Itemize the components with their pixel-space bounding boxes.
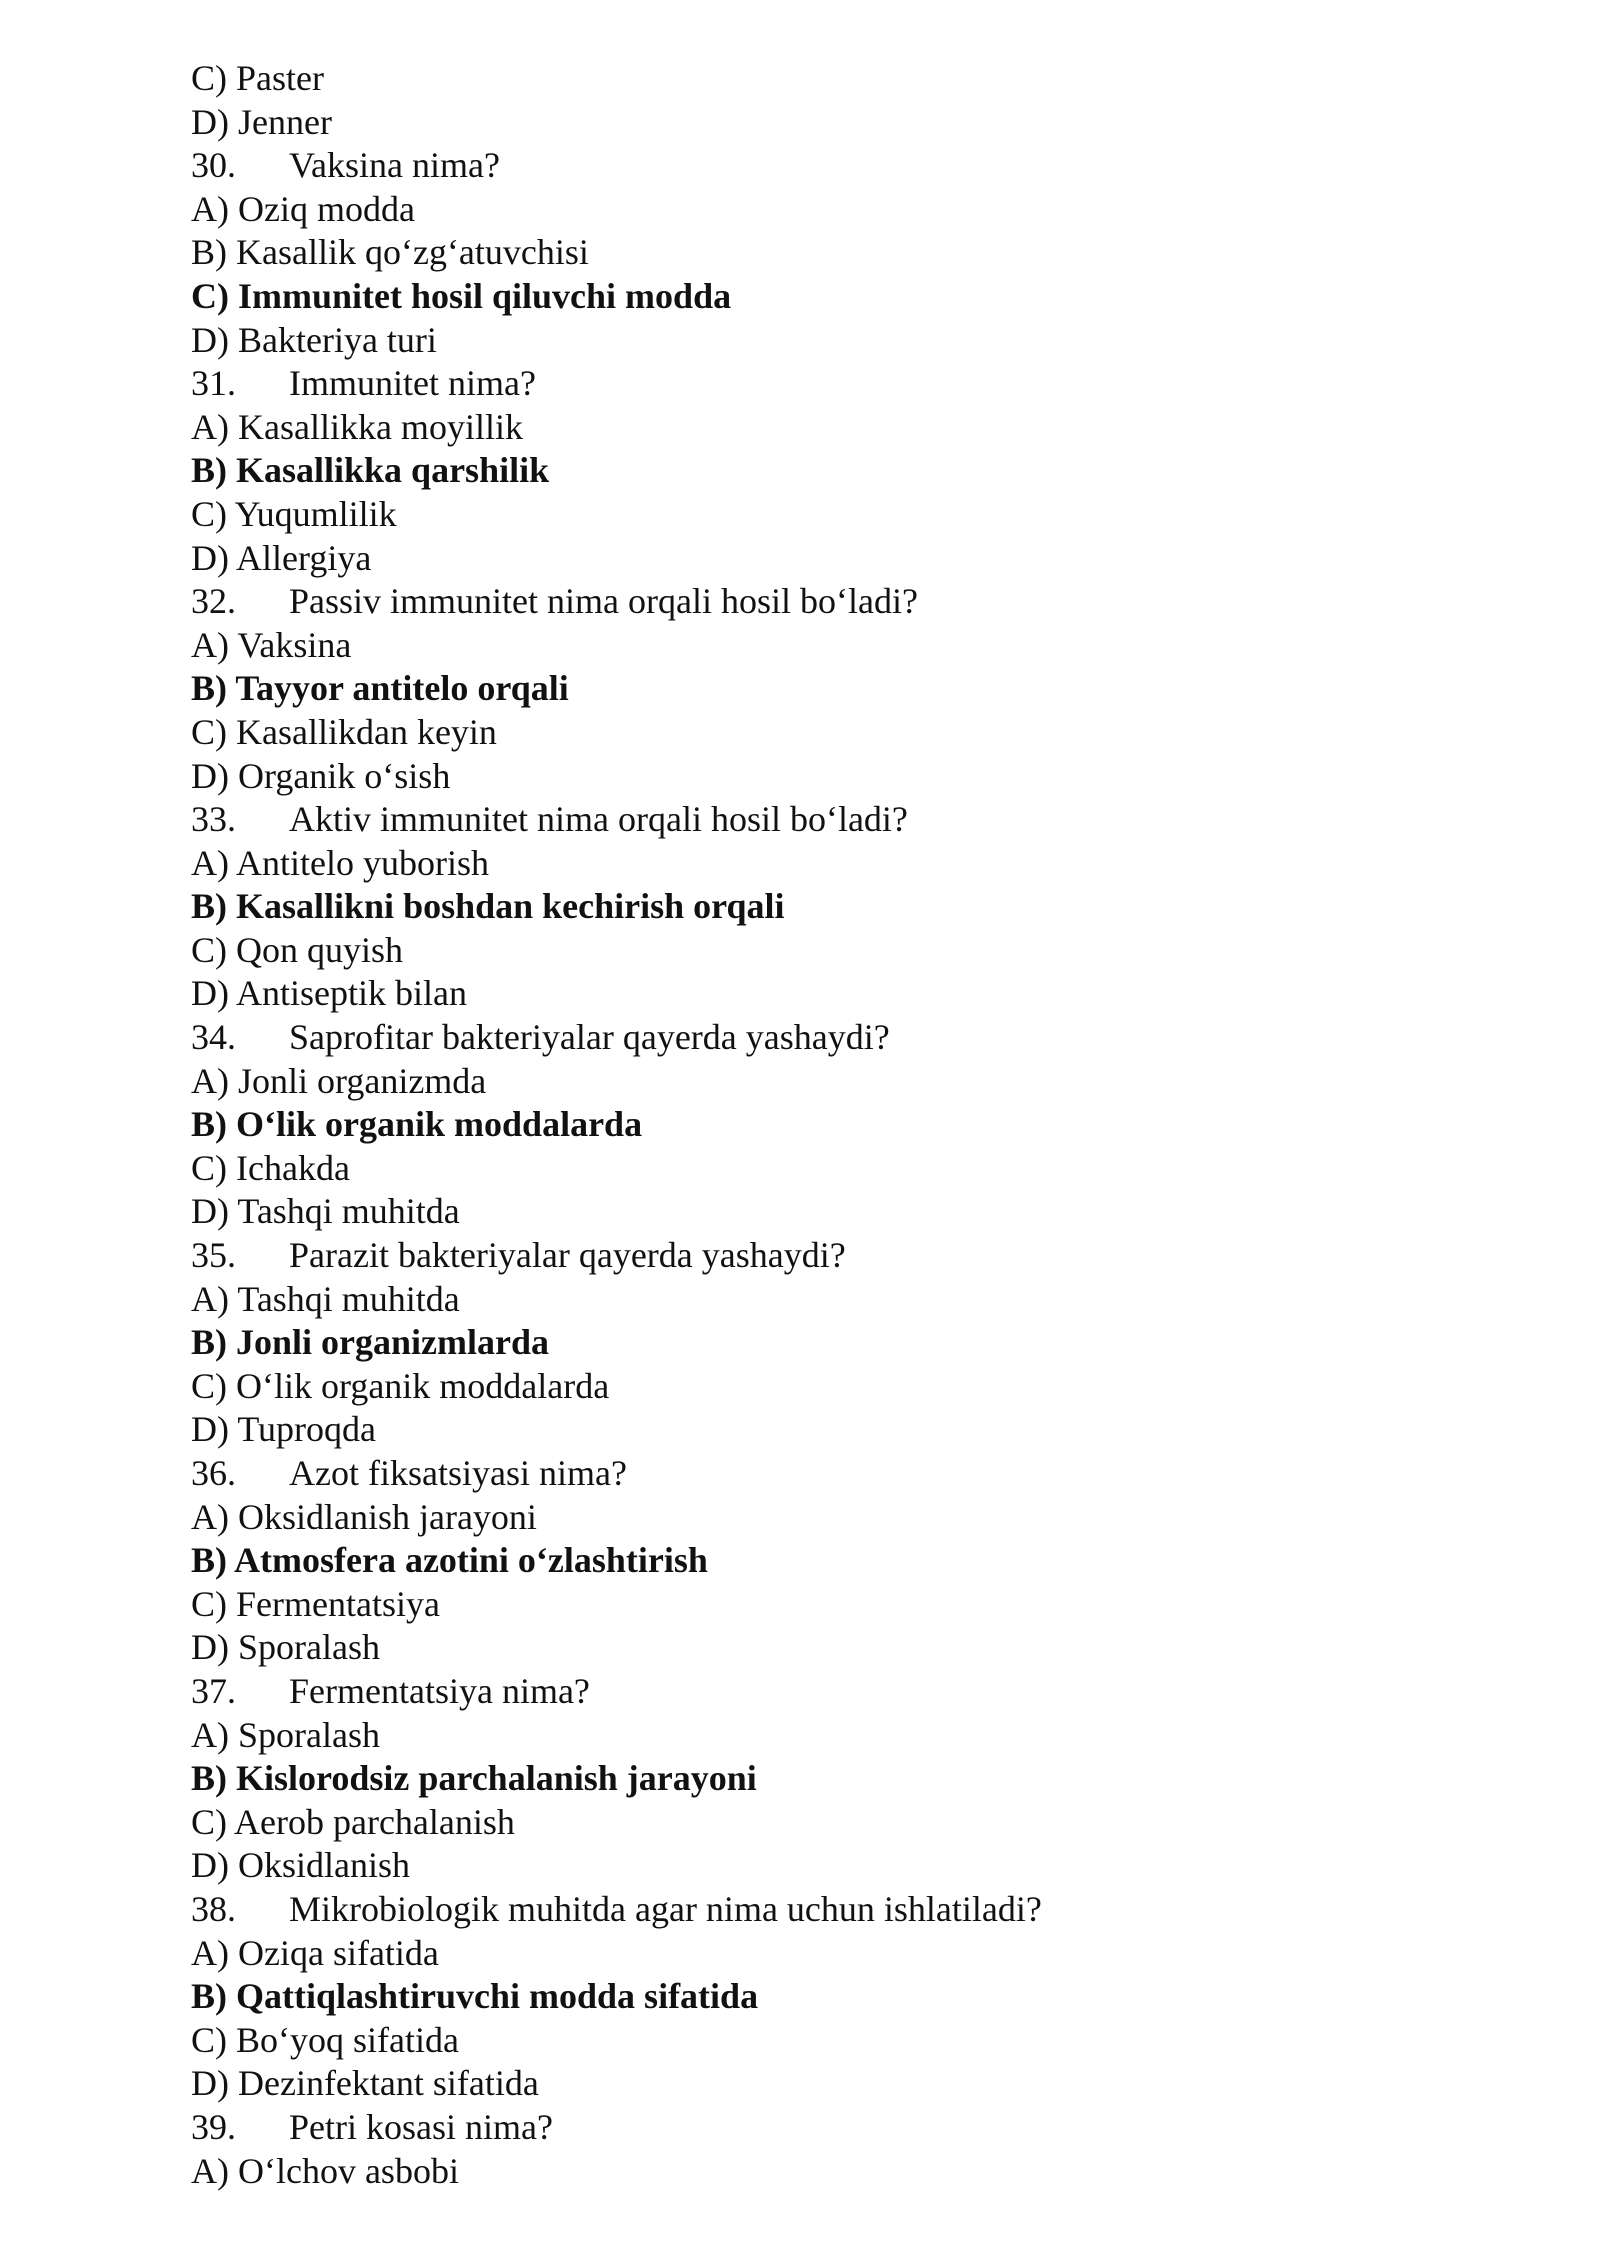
correct-answer-option: B) Kasallikni boshdan kechirish orqali: [191, 886, 785, 927]
answer-option: A) O‘lchov asbobi: [191, 2150, 459, 2191]
answer-option: D) Bakteriya turi: [191, 319, 437, 360]
correct-answer-option: B) Kislorodsiz parchalanish jarayoni: [191, 1758, 757, 1799]
question-number: 33.: [191, 799, 236, 840]
answer-option: A) Oziq modda: [191, 188, 415, 229]
question-line: [191, 1452, 1491, 1496]
question-number: 38.: [191, 1888, 236, 1929]
correct-answer-option: B) Kasallikka qarshilik: [191, 450, 550, 491]
question-line: [191, 1888, 1491, 1932]
answer-option: D) Tashqi muhitda: [191, 1191, 460, 1232]
question-text: Mikrobiologik muhitda agar nima uchun ishlatiladi?: [289, 1888, 1042, 1929]
question-line: [191, 1670, 1491, 1714]
answer-option: C) Ichakda: [191, 1147, 350, 1188]
answer-option: C) Fermentatsiya: [191, 1583, 440, 1624]
answer-option: C) Qon quyish: [191, 929, 404, 970]
answer-option: D) Antiseptik bilan: [191, 973, 467, 1014]
question-number: 35.: [191, 1235, 236, 1276]
answer-option: A) Oziqa sifatida: [191, 1932, 439, 1973]
answer-option: D) Allergiya: [191, 537, 372, 578]
correct-answer-option: B) O‘lik organik moddalarda: [191, 1104, 643, 1145]
question-number: 39.: [191, 2106, 236, 2147]
question-number: 32.: [191, 581, 236, 622]
question-text: Saprofitar bakteriyalar qayerda yashaydi?: [289, 1017, 890, 1058]
answer-option: A) Kasallikka moyillik: [191, 406, 523, 447]
question-text: Aktiv immunitet nima orqali hosil bo‘ladi?: [289, 799, 908, 840]
answer-option: C) O‘lik organik moddalarda: [191, 1365, 610, 1406]
correct-answer-option: B) Tayyor antitelo orqali: [191, 668, 569, 709]
correct-answer-option: B) Qattiqlashtiruvchi modda sifatida: [191, 1976, 759, 2017]
question-number: 37.: [191, 1670, 236, 1711]
answer-option: C) Paster: [191, 58, 324, 98]
answer-option: D) Sporalash: [191, 1627, 380, 1668]
question-text: Parazit bakteriyalar qayerda yashaydi?: [289, 1235, 846, 1276]
question-text: Vaksina nima?: [289, 145, 500, 186]
question-number: 31.: [191, 363, 236, 404]
answer-option: A) Sporalash: [191, 1714, 380, 1755]
question-text: Petri kosasi nima?: [289, 2106, 553, 2147]
answer-option: C) Kasallikdan keyin: [191, 711, 497, 752]
answer-option: A) Jonli organizmda: [191, 1060, 487, 1101]
answer-option: A) Vaksina: [191, 624, 352, 665]
answer-option: C) Yuqumlilik: [191, 493, 397, 534]
document-page: [191, 57, 1491, 2193]
question-text: Azot fiksatsiyasi nima?: [289, 1453, 627, 1493]
answer-option: A) Tashqi muhitda: [191, 1278, 460, 1319]
answer-option: A) Antitelo yuborish: [191, 842, 489, 883]
correct-answer-option: B) Atmosfera azotini o‘zlashtirish: [191, 1540, 708, 1581]
answer-option: D) Jenner: [191, 101, 332, 142]
question-number: 34.: [191, 1017, 236, 1058]
answer-option: D) Oksidlanish: [191, 1845, 410, 1886]
answer-option: A) Oksidlanish jarayoni: [191, 1496, 537, 1537]
answer-option: D) Dezinfektant sifatida: [191, 2063, 539, 2104]
question-text: Fermentatsiya nima?: [289, 1670, 590, 1711]
question-line: [191, 144, 1491, 188]
answer-option: B) Kasallik qo‘zg‘atuvchisi: [191, 232, 589, 273]
answer-option: C) Bo‘yoq sifatida: [191, 2019, 459, 2060]
correct-answer-option: B) Jonli organizmlarda: [191, 1322, 549, 1363]
question-line: [191, 2106, 1491, 2150]
question-number: 36.: [191, 1453, 236, 1493]
question-line: [191, 798, 1491, 842]
answer-option: D) Tuproqda: [191, 1409, 377, 1450]
correct-answer-option: C) Immunitet hosil qiluvchi modda: [191, 275, 732, 316]
question-number: 30.: [191, 145, 236, 186]
question-line: [191, 1234, 1491, 1278]
question-line: [191, 580, 1491, 624]
question-line: [191, 362, 1491, 406]
question-text: Immunitet nima?: [289, 363, 536, 404]
answer-option: C) Aerob parchalanish: [191, 1801, 515, 1842]
question-line: [191, 1016, 1491, 1060]
question-text: Passiv immunitet nima orqali hosil bo‘ladi?: [289, 581, 918, 622]
answer-option: D) Organik o‘sish: [191, 755, 451, 796]
